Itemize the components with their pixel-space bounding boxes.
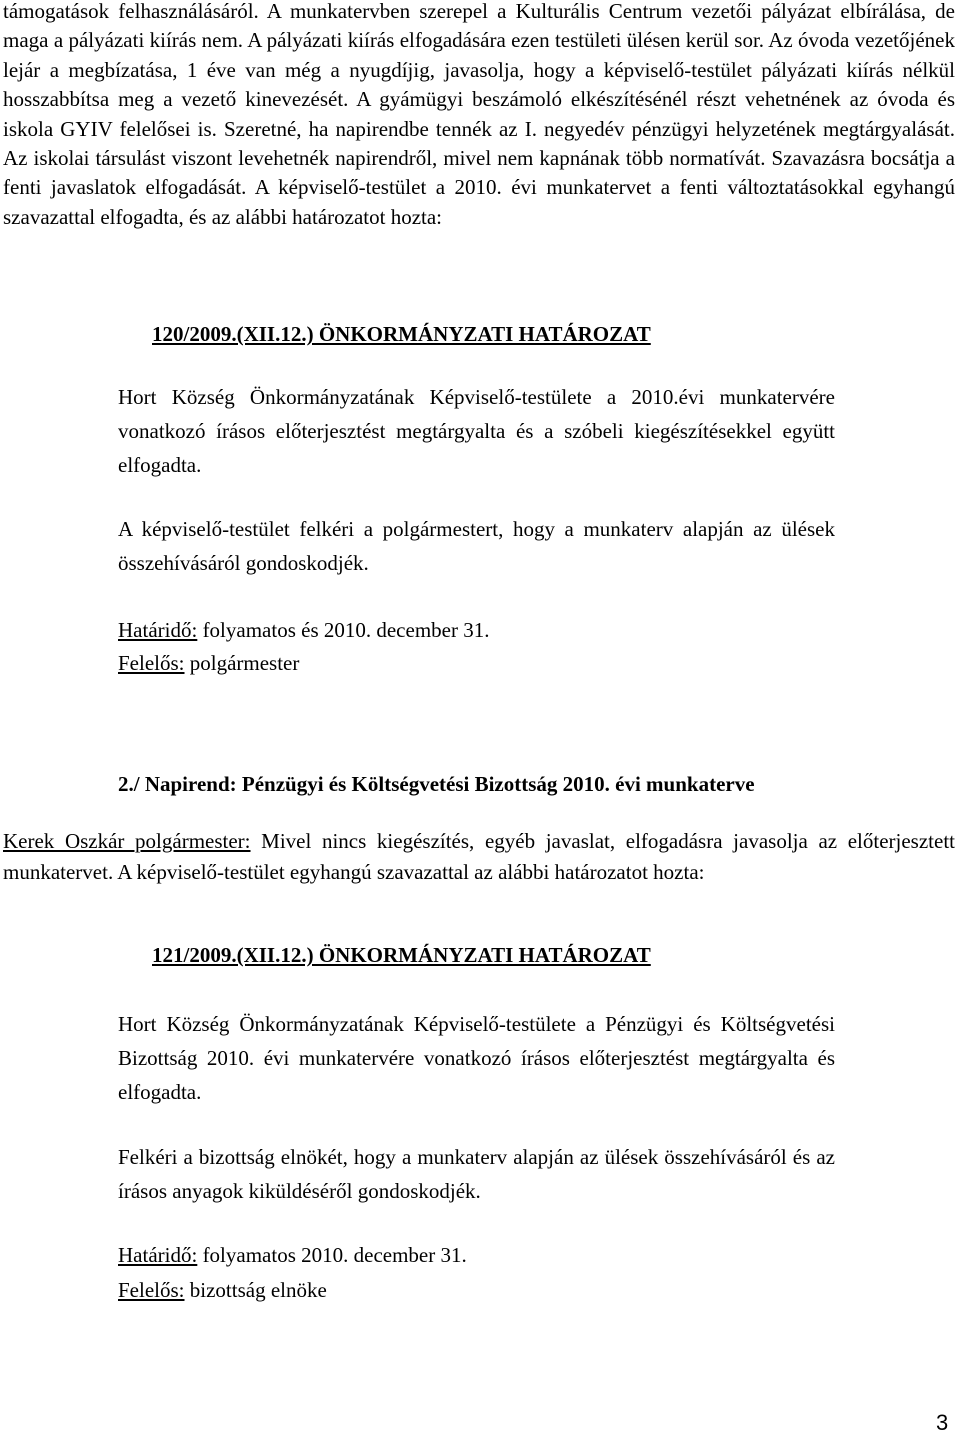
responsible-label: Felelős: xyxy=(118,651,185,675)
deadline-label: Határidő: xyxy=(118,618,198,642)
speech-text: Mivel nincs kiegészítés, egyéb javaslat, elfogadásra javasolja az előterjesztett munkatervet. A képviselő-testület egyhangú szavazattal az alábbi határozatot hozta: xyxy=(3,829,956,884)
deadline-value: folyamatos és 2010. december 31. xyxy=(197,618,490,642)
intro-text-1: támogatások felhasználásáról. A munkatervben szerepel a Kulturális Centrum vezetői pályázat elbírálása, de maga a pályázati kiírás nem. A pályázati kiírás elfogadására ezen testületi ülésen kerül sor. xyxy=(3,0,955,53)
resolution-2-paragraph-2: Felkéri a bizottság elnökét, hogy a munkaterv alapján az ülések összehívásáról és az írásos anyagok kiküldéséről gondoskodjék. xyxy=(118,1145,835,1203)
resolution-1-deadline xyxy=(118,616,489,644)
deadline-value: folyamatos 2010. december 31. xyxy=(197,1243,467,1267)
agenda-item-heading: 2./ Napirend: Pénzügyi és Költségvetési Bizottság 2010. évi munkaterve xyxy=(118,772,755,796)
deadline-label: Határidő: xyxy=(118,1243,198,1267)
responsible-value: bizottság elnöke xyxy=(184,1278,327,1302)
resolution-1-responsible xyxy=(118,649,299,677)
resolution-1-paragraph-2: A képviselő-testület felkéri a polgármestert, hogy a munkaterv alapján az ülések összehívásáról gondoskodjék. xyxy=(118,517,835,575)
speech-paragraph xyxy=(3,826,955,888)
resolution-1-paragraph-1: Hort Község Önkormányzatának Képviselő-testülete a 2010.évi munkatervére vonatkozó írásos előterjesztést megtárgyalta és a szóbeli kiegészítésekkel együtt elfogadta. xyxy=(118,385,835,477)
resolution-2-title: 121/2009.(XII.12.) ÖNKORMÁNYZATI HATÁROZAT xyxy=(152,943,651,967)
speaker-label: Kerek Oszkár polgármester: xyxy=(3,829,251,853)
intro-text-3: A képviselő-testület a 2010. évi munkatervet a fenti változtatásokkal egyhangú szavazattal elfogadta, és az alábbi határozatot hozta: xyxy=(3,175,955,229)
responsible-label: Felelős: xyxy=(118,1278,185,1302)
resolution-2-deadline xyxy=(118,1241,467,1269)
responsible-value: polgármester xyxy=(184,651,300,675)
resolution-2-paragraph-1: Hort Község Önkormányzatának Képviselő-testülete a Pénzügyi és Költségvetési Bizottság 2010. évi munkatervére vonatkozó írásos előterjesztést megtárgyalta és elfogadta. xyxy=(118,1012,835,1104)
intro-text-2: Az óvoda vezetőjének lejár a megbízatása, 1 éve van még a nyugdíjig, javasolja, hogy a képviselő-testület pályázati kiírás nélkül hosszabbítsa meg a vezető kinevezését. A gyámügyi beszámoló elkészítésénél részt vehetnének az óvoda és iskola GYIV felelősei is. Szeretné, ha napirendbe tennék az I. negyedév pénzügyi helyzetének megtárgyalását. Az iskolai társulást viszont levehetnék napirendről, mivel nem kapnának több normatívát. Szavazásra bocsátja a fenti javaslatok elfogadását. xyxy=(3,28,955,200)
intro-paragraph xyxy=(3,0,955,232)
page-number: 3 xyxy=(936,1410,949,1435)
resolution-1-title: 120/2009.(XII.12.) ÖNKORMÁNYZATI HATÁROZAT xyxy=(152,322,651,346)
resolution-2-responsible xyxy=(118,1276,327,1304)
